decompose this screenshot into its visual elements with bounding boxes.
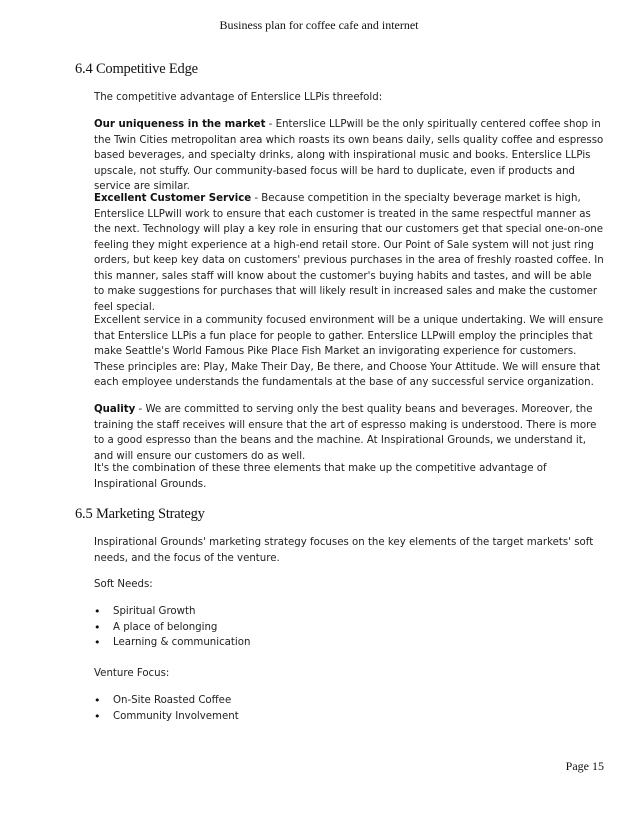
bullet-icon: • [94,620,101,634]
customer-service-paragraph [94,191,604,315]
venture-focus-label [94,666,604,682]
section-heading-competitive-edge: 6.4 Competitive Edge [75,61,198,77]
quality-lead: Quality [94,404,136,415]
soft-needs-label-text: Soft Needs: [94,579,153,590]
bullet-icon: • [94,694,101,707]
quality-body: - We are committed to serving only the best quality beans and beverages. Moreover, the training the staff receives will ensure that the art of espresso making is understood. There is more to a good espresso than the beans and the machine. At Inspirational Grounds, we understand it, and will ensure our customers do as well. [94,404,597,462]
list-item [94,693,239,709]
venture-focus-label-text: Venture Focus: [94,668,170,679]
combination-paragraph [94,461,604,492]
uniqueness-body: - Enterslice LLPwill be the only spiritually centered coffee shop in the Twin Cities metropolitan area which roasts its own beans daily, sells quality coffee and espresso based beverages, and specialty drinks, along with inspirational music and books. Enterslice LLPis upscale, not stuffy. Our community-based focus will be hard to duplicate, even if products and service are similar. [94,119,604,192]
bullet-icon: • [94,605,101,618]
excellent-service-paragraph [94,313,604,391]
list-item-text: Spiritual Growth [113,606,196,617]
customer-service-body: - Because competition in the specialty beverage market is high, Enterslice LLPwill work to ensure that each customer is treated in the same respectful manner as the next. Technology will play a key role in ensuring that our customers get that special one-on-one feeling they might experience at a high-end retail store. Our Point of Sale system will not just ring orders, but keep key data on customers' previous purchases in the area of freshly roasted coffee. In this manner, sales staff will know about the customer's buying habits and tastes, and will be able to make suggestions for purchases that will likely result in increased sales and make the customer feel special. [94,193,604,313]
competitive-intro-paragraph [94,90,604,106]
bullet-icon: • [94,709,101,723]
list-item-text: On-Site Roasted Coffee [113,695,232,706]
uniqueness-paragraph [94,117,604,195]
quality-paragraph [94,402,604,464]
quality-text [94,402,604,464]
venture-focus-list [94,693,239,724]
list-item-text: Learning & communication [113,637,251,648]
marketing-intro-text: Inspirational Grounds' marketing strategy focuses on the key elements of the target markets' soft needs, and the focus of the venture. [94,537,594,564]
section-heading-marketing-strategy: 6.5 Marketing Strategy [75,506,205,522]
list-item [94,604,250,620]
soft-needs-list [94,604,250,651]
list-item [94,635,250,651]
bullet-icon: • [94,636,101,649]
excellent-service-text: Excellent service in a community focused environment will be a unique undertaking. We will ensure that Enterslice LLPis a fun place for people to gather. Enterslice LLPwill employ the principles that make Seattle's World Famous Pike Place Fish Market an invigorating experience for customers. These principles are: Play, Make Their Day, Be there, and Choose Your Attitude. We will ensure that each employee understands the fundamentals at the base of any successful service organization. [94,315,604,388]
list-item [94,709,239,725]
customer-service-text [94,191,604,315]
customer-service-lead: Excellent Customer Service [94,193,252,204]
list-item [94,620,250,636]
marketing-intro-paragraph [94,535,604,566]
uniqueness-text [94,117,604,195]
uniqueness-lead: Our uniqueness in the market [94,119,266,130]
soft-needs-label [94,577,604,593]
list-item-text: Community Involvement [113,710,239,722]
competitive-intro-text: The competitive advantage of Enterslice LLPis threefold: [94,92,383,103]
page-number: Page 15 [565,759,604,773]
combination-text: It's the combination of these three elements that make up the competitive advantage of Inspirational Grounds. [94,463,547,490]
list-item-text: A place of belonging [113,621,218,633]
running-header: Business plan for coffee cafe and internet [219,18,419,32]
